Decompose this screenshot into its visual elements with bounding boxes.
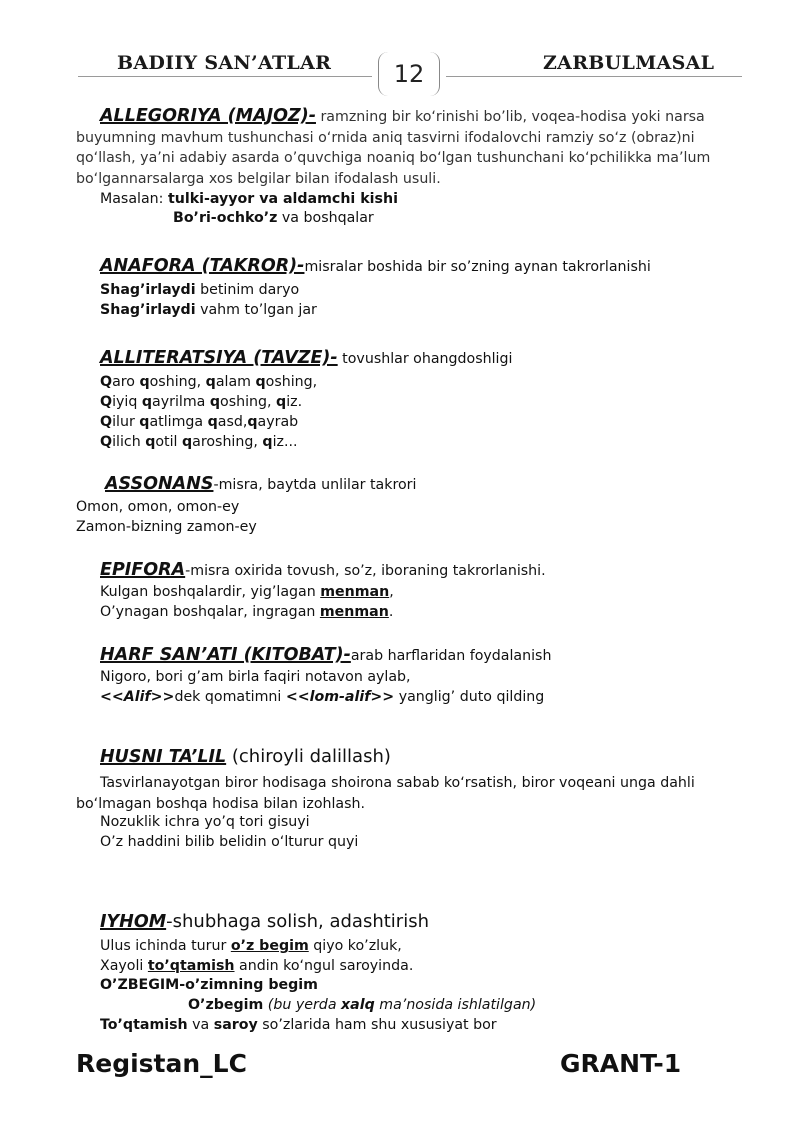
allegoriya-heading: ALLEGORIYA (MAJOZ)- bbox=[100, 106, 316, 126]
alliteration-text: otil bbox=[155, 434, 182, 450]
alliteration-letter: q bbox=[139, 374, 150, 390]
iyhom-keyword: O’zbegim bbox=[188, 997, 264, 1013]
alliteration-text: aro bbox=[112, 374, 140, 390]
alliteration-letter: q bbox=[205, 374, 216, 390]
alliteration-text: atlimga bbox=[149, 414, 208, 430]
iyhom-heading: IYHOM bbox=[100, 912, 167, 932]
alliteratsiya-text: tovushlar ohangdoshligi bbox=[337, 351, 513, 367]
alliteration-text: asd, bbox=[217, 414, 248, 430]
iyhom-line-5 bbox=[100, 1015, 497, 1035]
iyhom-line-text: Ulus ichinda turur bbox=[100, 938, 231, 954]
allegoriya-text: ramzning bir ko‘rinishi bo’lib, voqea-hodisa yoki narsa buyumning mavhum tushunchasi o‘rnida aniq tasvirni ifodalovchi ramziy so‘z (obraz)ni qo‘llash, ya’ni adabiy asarda o’quvchiga noaniq bo‘lgan tushunchani ko‘pchilikka ma’lum bo‘lgannarsalarga xos belgilar bilan ifodalash usuli. bbox=[76, 109, 711, 187]
iyhom-line-text: andin ko‘ngul saroyinda. bbox=[234, 958, 414, 974]
anafora-definition bbox=[100, 256, 651, 277]
alliteration-letter: Q bbox=[100, 394, 113, 410]
epifora-line-rest: O’ynagan boshqalar, ingragan bbox=[100, 604, 320, 620]
anafora-line-rest: betinim daryo bbox=[195, 282, 300, 298]
header-rule-right bbox=[446, 76, 742, 77]
iyhom-line-3: O’ZBEGIM-o’zimning begim bbox=[100, 977, 318, 993]
iyhom-line-1 bbox=[100, 936, 402, 956]
alliteration-letter: q bbox=[207, 414, 218, 430]
assonans-definition bbox=[105, 474, 416, 495]
alliteratsiya-line bbox=[100, 412, 298, 432]
header-rule-left bbox=[78, 76, 372, 77]
alliteration-letter: q bbox=[145, 434, 156, 450]
alliteration-letter: q bbox=[255, 374, 266, 390]
husni-heading: HUSNI TA’LIL bbox=[100, 747, 227, 767]
example-rest: va boshqalar bbox=[277, 210, 374, 226]
iyhom-line-text: Xayoli bbox=[100, 958, 148, 974]
anafora-line-bold: Shag’irlaydi bbox=[100, 302, 196, 318]
alliteration-text: iz... bbox=[272, 434, 298, 450]
iyhom-keyword: to’qtamish bbox=[147, 958, 235, 974]
harf-lom-alif: <<lom-alif>> bbox=[285, 689, 395, 705]
page-number: 12 bbox=[393, 60, 425, 88]
alliteration-text: ayrilma bbox=[152, 394, 210, 410]
iyhom-line-text: so’zlarida ham shu xususiyat bor bbox=[257, 1017, 497, 1033]
harf-text: arab harflaridan foydalanish bbox=[350, 648, 552, 664]
alliteration-letter: q bbox=[276, 394, 287, 410]
alliteratsiya-line bbox=[100, 372, 317, 392]
iyhom-definition bbox=[100, 911, 429, 932]
harf-heading: HARF SAN’ATI (KITOBAT)- bbox=[100, 645, 351, 665]
anafora-line-rest: vahm to’lgan jar bbox=[195, 302, 317, 318]
husni-line-1: Nozuklik ichra yo’q tori gisuyi bbox=[100, 814, 310, 830]
assonans-line-1: Omon, omon, omon-ey bbox=[76, 499, 240, 515]
epifora-keyword: menman bbox=[320, 584, 390, 600]
harf-alif: <<Alif>> bbox=[100, 689, 175, 705]
alliteration-text: oshing, bbox=[149, 374, 206, 390]
example-bold: Bo’ri-ochko’z bbox=[173, 210, 278, 226]
iyhom-text: -shubhaga solish, adashtirish bbox=[166, 911, 429, 932]
assonans-heading: ASSONANS bbox=[105, 474, 214, 494]
footer-left-brand: Registan_LC bbox=[76, 1049, 247, 1078]
harf-line-text: dek qomatimni bbox=[174, 689, 286, 705]
allegoriya-example-1 bbox=[100, 189, 398, 209]
iyhom-keyword: o’z begim bbox=[230, 938, 309, 954]
husni-subtitle: (chiroyli dalillash) bbox=[226, 746, 391, 767]
epifora-line-1 bbox=[100, 582, 394, 602]
iyhom-line-text: qiyo ko’zluk, bbox=[308, 938, 402, 954]
epifora-heading: EPIFORA bbox=[100, 560, 186, 580]
alliteration-text: aroshing, bbox=[192, 434, 263, 450]
iyhom-keyword: saroy bbox=[213, 1017, 258, 1033]
alliteration-letter: q bbox=[209, 394, 221, 410]
anafora-text: misralar boshida bir so’zning aynan takrorlanishi bbox=[304, 259, 651, 275]
header-right-title: ZARBULMASAL bbox=[543, 52, 715, 74]
allegoriya-example-2 bbox=[173, 208, 374, 228]
epifora-line-2 bbox=[100, 602, 393, 622]
alliteratsiya-line bbox=[100, 392, 302, 412]
footer-right-label: GRANT-1 bbox=[560, 1049, 682, 1078]
alliteration-text: iz. bbox=[286, 394, 303, 410]
alliteration-text: oshing, bbox=[220, 394, 277, 410]
allegoriya-definition bbox=[76, 106, 742, 189]
iyhom-line-2 bbox=[100, 956, 413, 976]
example-label: Masalan: bbox=[100, 191, 168, 207]
anafora-line-1 bbox=[100, 280, 299, 300]
alliteration-letter: q bbox=[139, 414, 150, 430]
harf-line-1: Nigoro, bori g’am birla faqiri notavon aylab, bbox=[100, 669, 411, 685]
alliteration-letter: Q bbox=[100, 434, 113, 450]
iyhom-line-text: va bbox=[187, 1017, 214, 1033]
assonans-line-2: Zamon-bizning zamon-ey bbox=[76, 519, 257, 535]
alliteration-text: ilur bbox=[112, 414, 140, 430]
alliteration-letter: Q bbox=[100, 414, 113, 430]
alliteratsiya-heading: ALLITERATSIYA (TAVZE)- bbox=[100, 348, 338, 368]
alliteration-letter: q bbox=[262, 434, 273, 450]
epifora-definition bbox=[100, 560, 546, 581]
alliteration-text: iyiq bbox=[112, 394, 142, 410]
alliteration-letter: Q bbox=[100, 374, 113, 390]
alliteration-letter: q bbox=[182, 434, 193, 450]
alliteration-letter: q bbox=[141, 394, 153, 410]
alliteration-letter: q bbox=[247, 414, 258, 430]
alliteration-text: alam bbox=[215, 374, 256, 390]
epifora-line-rest: Kulgan boshqalardir, yig’lagan bbox=[100, 584, 321, 600]
husni-line-2: O’z haddini bilib belidin o‘lturur quyi bbox=[100, 834, 359, 850]
harf-line-2 bbox=[100, 687, 544, 707]
alliteration-text: oshing, bbox=[265, 374, 318, 390]
alliteratsiya-definition bbox=[100, 348, 512, 369]
husni-text: Tasvirlanayotgan biror hodisaga shoirona sabab ko‘rsatish, biror voqeani unga dahli bo‘lmagan boshqa hodisa bilan izohlash. bbox=[76, 775, 695, 812]
epifora-punct: . bbox=[388, 604, 394, 620]
anafora-line-2 bbox=[100, 300, 317, 320]
header-left-title: BADIIY SAN’ATLAR bbox=[117, 52, 332, 74]
husni-definition bbox=[100, 746, 391, 767]
iyhom-keyword: To’qtamish bbox=[100, 1017, 188, 1033]
epifora-text: -misra oxirida tovush, so’z, iboraning takrorlanishi. bbox=[185, 563, 546, 579]
harf-definition bbox=[100, 645, 551, 666]
alliteration-text: ilich bbox=[112, 434, 146, 450]
epifora-keyword: menman bbox=[319, 604, 389, 620]
assonans-text: -misra, baytda unlilar takrori bbox=[213, 477, 417, 493]
iyhom-line-text: ma’nosida ishlatilgan) bbox=[374, 997, 537, 1013]
anafora-line-bold: Shag’irlaydi bbox=[100, 282, 196, 298]
harf-line-text: yanglig’ duto qilding bbox=[394, 689, 545, 705]
iyhom-line-text: (bu yerda bbox=[263, 997, 342, 1013]
anafora-heading: ANAFORA (TAKROR)- bbox=[100, 256, 305, 276]
alliteration-text: ayrab bbox=[257, 414, 299, 430]
example-text: tulki-ayyor va aldamchi kishi bbox=[167, 191, 398, 207]
iyhom-line-4 bbox=[188, 995, 536, 1015]
iyhom-keyword: xalq bbox=[341, 997, 375, 1013]
epifora-punct: , bbox=[389, 584, 394, 600]
alliteratsiya-line bbox=[100, 432, 297, 452]
